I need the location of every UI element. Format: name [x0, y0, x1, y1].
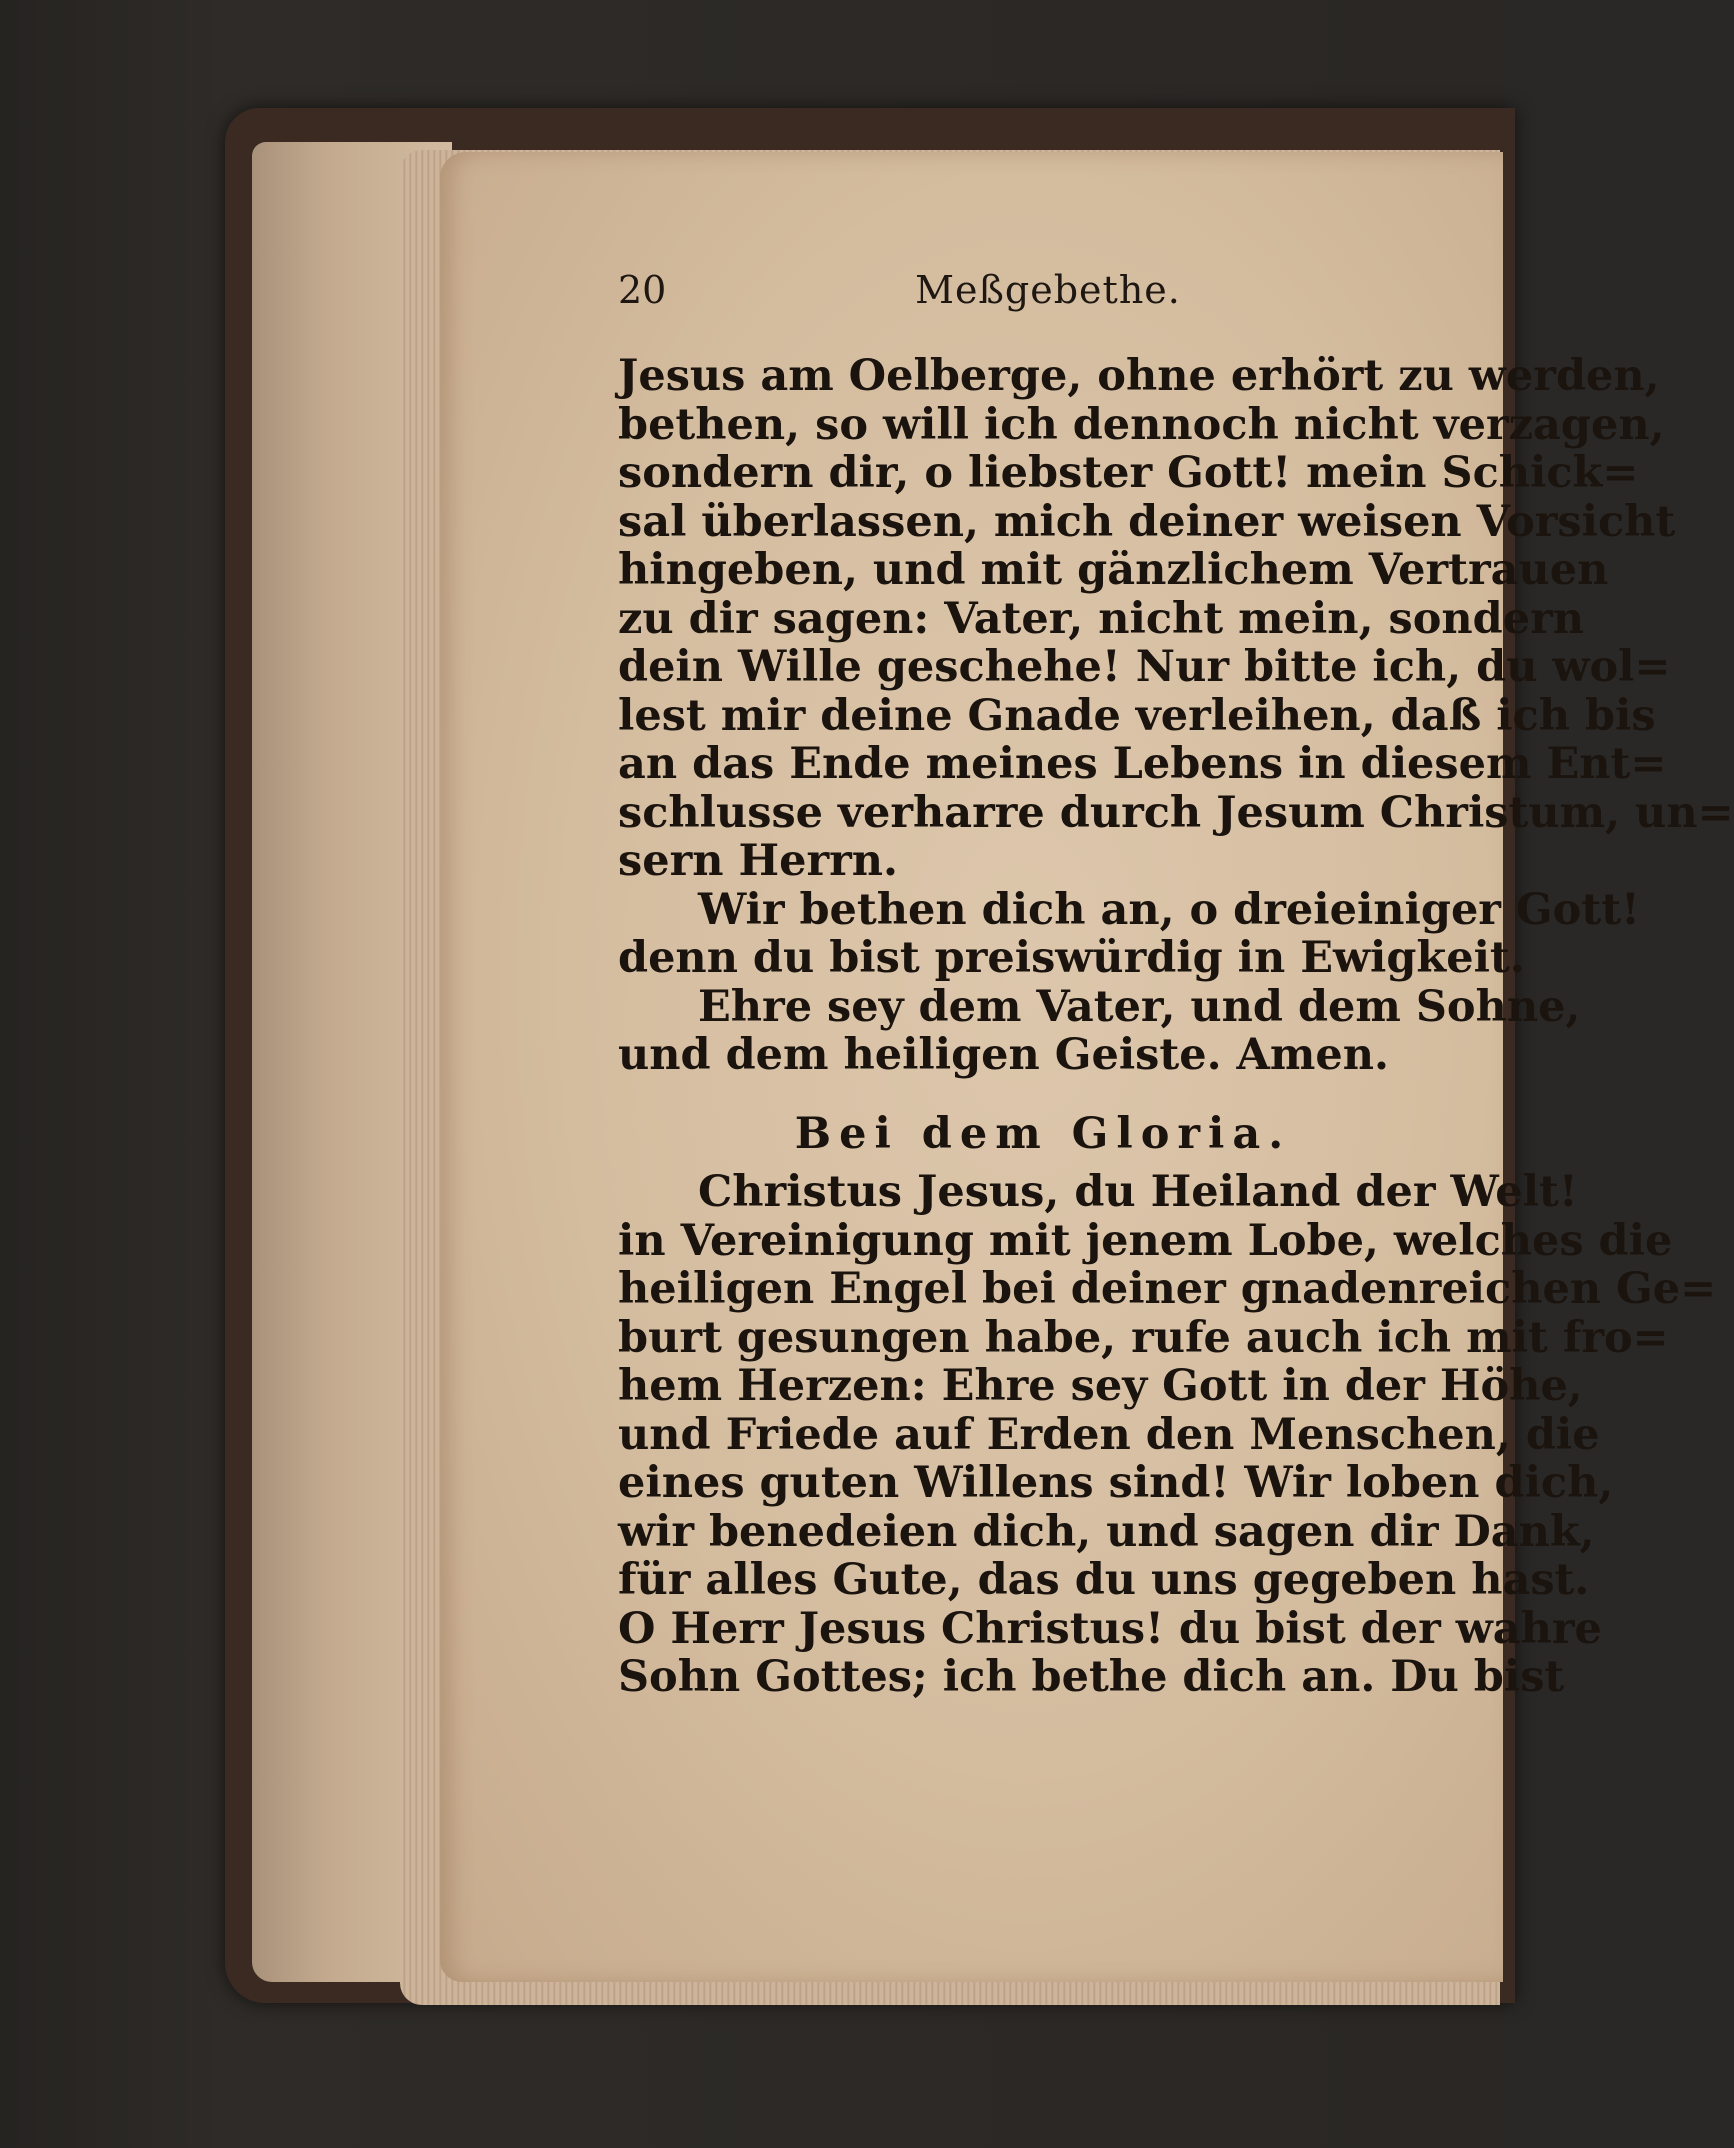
text-line: zu dir sagen: Vater, nicht mein, sondern	[618, 593, 1585, 644]
page-header	[618, 268, 1478, 328]
text-line: Ehre sey dem Vater, und dem Sohne,	[698, 981, 1581, 1032]
text-line: sern Herrn.	[618, 836, 898, 886]
text-line: hem Herzen: Ehre sey Gott in der Höhe,	[618, 1361, 1583, 1411]
section-heading: Bei dem Gloria.	[794, 1108, 1292, 1159]
text-line: an das Ende meines Lebens in diesem Ent=	[618, 739, 1667, 789]
page-text	[618, 351, 1734, 1702]
text-line: heiligen Engel bei deiner gnadenreichen Ge=	[618, 1264, 1717, 1314]
page-number: 20	[618, 268, 667, 312]
text-line: und Friede auf Erden den Menschen, die	[618, 1409, 1600, 1460]
text-line: Sohn Gottes; ich bethe dich an. Du bist	[618, 1652, 1565, 1702]
text-line: lest mir deine Gnade verleihen, daß ich bis	[618, 690, 1656, 741]
text-line: hingeben, und mit gänzlichem Vertrauen	[618, 545, 1609, 595]
text-line: Jesus am Oelberge, ohne erhört zu werden,	[618, 351, 1660, 401]
text-line: in Vereinigung mit jenem Lobe, welches die	[618, 1215, 1673, 1266]
text-line: und dem heiligen Geiste. Amen.	[618, 1030, 1389, 1080]
text-line: Wir bethen dich an, o dreieiniger Gott!	[698, 884, 1640, 935]
text-line: sondern dir, o liebster Gott! mein Schick=	[618, 448, 1639, 498]
text-line: dein Wille geschehe! Nur bitte ich, du wol=	[618, 642, 1671, 692]
text-line: schlusse verharre durch Jesum Christum, un=	[618, 787, 1734, 838]
text-line: sal überlassen, mich deiner weisen Vorsicht	[618, 496, 1676, 547]
running-title: Meßgebethe.	[915, 268, 1181, 312]
text-line: eines guten Willens sind! Wir loben dich,	[618, 1458, 1614, 1508]
text-line: bethen, so will ich dennoch nicht verzagen,	[618, 399, 1665, 450]
text-line: O Herr Jesus Christus! du bist der wahre	[618, 1603, 1602, 1654]
text-line: burt gesungen habe, rufe auch ich mit fro=	[618, 1312, 1669, 1363]
text-line: für alles Gute, das du uns gegeben hast.	[618, 1555, 1590, 1605]
text-line: wir benedeien dich, und sagen dir Dank,	[618, 1506, 1595, 1557]
text-line: Christus Jesus, du Heiland der Welt!	[698, 1167, 1578, 1217]
text-line: denn du bist preiswürdig in Ewigkeit.	[618, 933, 1525, 983]
